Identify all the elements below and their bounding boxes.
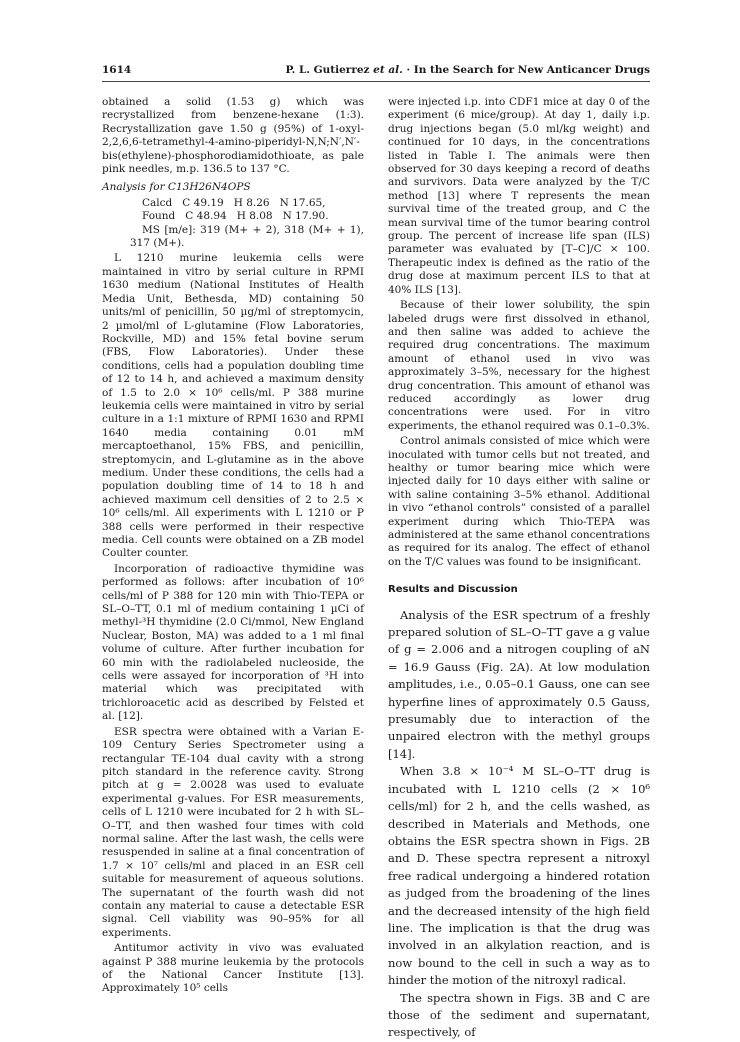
paragraph-esr-analysis: Analysis of the ESR spectrum of a freshly prepared solution of SL–O–TT gave a g value of g = 2.006 and a nitrogen coupling of aN = 16.9 Gauss (Fig. 2A). At low modulation amplitudes, i.e., 0.05–0.1 Gauss, one can see hyperfine lines of approximately 0.5 Gauss, presumably due to interaction of the unpaired electron with the methyl groups [14].: [388, 607, 650, 761]
analysis-found: Found C 48.94 H 8.08 N 17.90.: [142, 210, 329, 223]
mass-spec-line: MS [m/e]: 319 (M+ + 2), 318 (M+ + 1), 317 (M+).: [130, 223, 364, 250]
paragraph-solubility: Because of their lower solubility, the spin labeled drugs were first dissolved in ethanol, and then saline was added to achieve the required drug concentrations. The maximum amount of ethanol used in vivo was approximately 3–5%, necessary for the highest drug concentration. This amount of ethanol was reduced accordingly as lower drug concentrations were used. For in vitro experiments, the ethanol required was 0.1–0.3%.: [388, 299, 650, 432]
paragraph-cell-culture: L 1210 murine leukemia cells were maintained in vitro by serial culture in RPMI 1630 medium (National Institutes of Health Media Unit, Bethesda, MD) containing 50 units/ml of penicillin, 50 µg/ml of streptomycin, 2 µmol/ml of L-glutamine (Flow Laboratories, Rockville, MD) and 15% fetal bovine serum (FBS, Flow Laboratories). Under these conditions, cells had a population doubling time of 12 to 14 h, and achieved a maximum density of 1.5 to 2.0 × 10⁶ cells/ml. P 388 murine leukemia cells were maintained in vitro by serial culture in a 1:1 mixture of RPMI 1630 and RPMI 1640 media containing 0.01 mM mercaptoethanol, 15% FBS, and penicillin, streptomycin, and L-glutamine as in the above medium. Under these conditions, the cells had a population doubling time of 14 to 18 h and achieved maximum cell densities of 2 to 2.5 × 10⁶ cells/ml. All experiments with L 1210 or P 388 cells were performed in their respective media. Cell counts were obtained on a ZB model Coulter counter.: [102, 252, 364, 560]
analysis-heading: Analysis for C13H26N4OPS: [102, 181, 251, 194]
running-header: [102, 64, 650, 82]
left-column: [102, 96, 364, 996]
section-heading: Results and Discussion: [388, 584, 518, 596]
et-al: et al.: [373, 64, 403, 76]
analysis-calcd: Calcd C 49.19 H 8.26 N 17.65,: [142, 196, 326, 209]
article-title: · In the Search for New Anticancer Drugs: [402, 64, 650, 76]
page-number: 1614: [102, 64, 132, 76]
paragraph-antitumor: Antitumor activity in vivo was evaluated against P 388 murine leukemia by the protocols of the National Cancer Institute [13]. Approximately 10⁵ cells: [102, 942, 364, 995]
paragraph-synthesis: obtained a solid (1.53 g) which was recrystallized from benzene-hexane (1:3). Recrystallization gave 1.50 g (95%) of 1-oxyl-2,2,6,6-tetramethyl-4-amino-piperidyl-N,N;N′,N′-bis(ethylene)-phosphorodiamidothioate, as pale pink needles, m.p. 136.5 to 137 °C.: [102, 96, 364, 176]
paragraph-spectra: The spectra shown in Figs. 3B and C are those of the sediment and supernatant, respectively, of: [388, 990, 650, 1040]
paragraph-esr-methods: ESR spectra were obtained with a Varian E-109 Century Series Spectrometer using a rectangular TE-104 dual cavity with a strong pitch standard in the reference cavity. Strong pitch at g = 2.0028 was used to evaluate experimental g-values. For ESR measurements, cells of L 1210 were incubated for 2 h with SL–O–TT, and then washed four times with cold normal saline. After the last wash, the cells were resuspended in saline at a final concentration of 1.7 × 10⁷ cells/ml and placed in an ESR cell suitable for measurement of aqueous solutions. The supernatant of the fourth wash did not contain any material to cause a detectable ESR signal. Cell viability was 90–95% for all experiments.: [102, 725, 364, 939]
author-name: P. L. Gutierrez: [285, 64, 370, 76]
results-section: [388, 607, 650, 1042]
running-title: [286, 64, 650, 76]
right-column: [388, 96, 650, 1042]
paragraph-injection: were injected i.p. into CDF1 mice at day 0 of the experiment (6 mice/group). At day 1, daily i.p. drug injections began (5.0 ml/kg weight) and continued for 10 days, in the concentrations listed in Table I. The animals were then observed for 30 days keeping a record of deaths and survivors. Data were analyzed by the T/C method [13] where T represents the mean survival time of the treated group, and C the mean survival time of the tumor bearing control group. The percent of increase life span (ILS) parameter was evaluated by [T–C]/C × 100. Therapeutic index is defined as the ratio of the drug dose at maximum percent ILS to that at 40% ILS [13].: [388, 96, 650, 296]
paragraph-incubation: When 3.8 × 10⁻⁴ M SL–O–TT drug is incubated with L 1210 cells (2 × 10⁶ cells/ml) for 2 h, and the cells washed, as described in Materials and Methods, one obtains the ESR spectra shown in Figs. 2B and D. These spectra represent a nitroxyl free radical undergoing a hindered rotation as judged from the broadening of the lines and the decreased intensity of the high field line. The implication is that the drug was involved in an alkylation reaction, and is now bound to the cell in such a way as to hinder the motion of the nitroxyl radical.: [388, 764, 650, 988]
paragraph-controls: Control animals consisted of mice which were inoculated with tumor cells but not treated, and healthy or tumor bearing mice which were injected daily for 10 days either with saline or with saline containing 3–5% ethanol. Additional in vivo “ethanol controls” consisted of a parallel experiment during which Thio-TEPA was administered at the same ethanol concentrations as required for its analog. The effect of ethanol on the T/C values was found to be insignificant.: [388, 435, 650, 568]
paragraph-thymidine: Incorporation of radioactive thymidine was performed as follows: after incubation of 10⁶ cells/ml of P 388 for 120 min with Thio-TEPA or SL–O–TT, 0.1 ml of medium containing 1 µCi of methyl-³H thymidine (2.0 Ci/mmol, New England Nuclear, Boston, MA) was added to a 1 ml final volume of culture. After further incubation for 60 min with the radiolabeled nucleoside, the cells were assayed for incorporation of ³H into material which was precipitated with trichloroacetic acid as described by Felsted et al. [12].: [102, 562, 364, 723]
